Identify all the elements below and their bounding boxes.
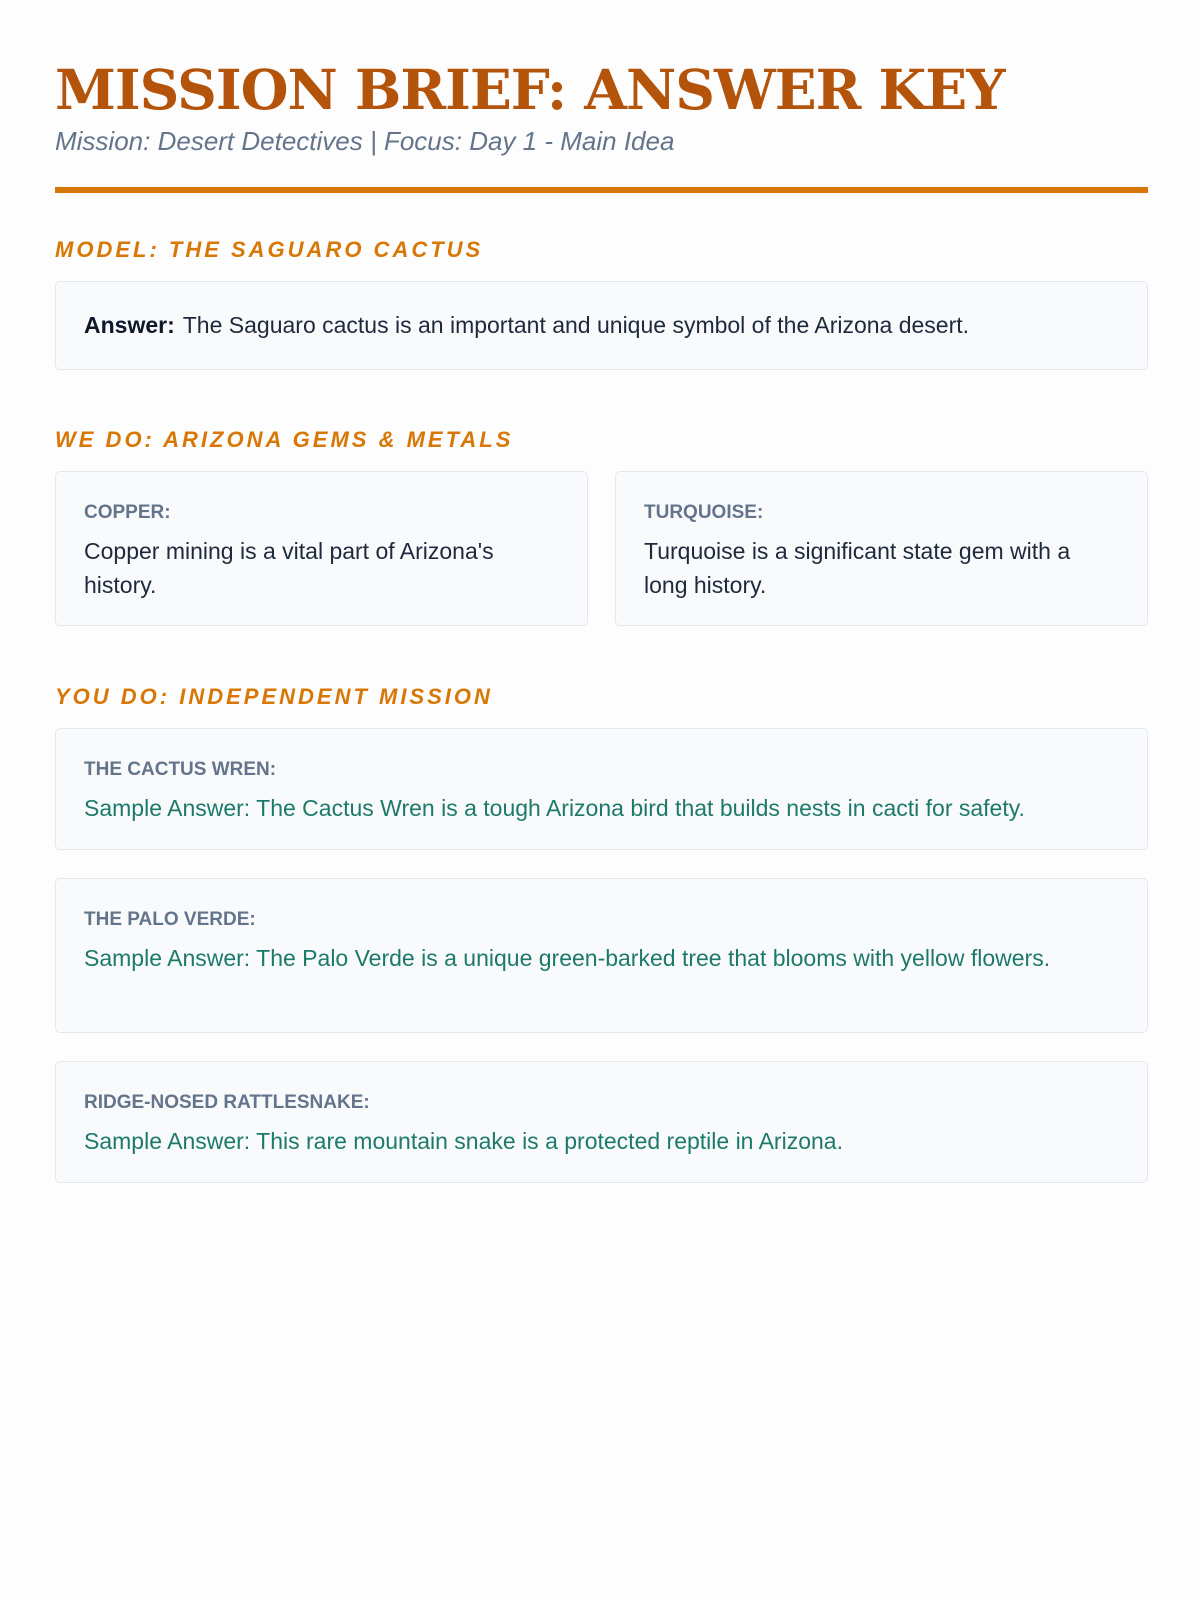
answer-label: Answer:: [84, 312, 175, 338]
rattlesnake-answer: Sample Answer: This rare mountain snake is a protected reptile in Arizona.: [84, 1128, 843, 1154]
cactus-wren-answer: Sample Answer: The Cactus Wren is a tough Arizona bird that builds nests in cacti for safety.: [84, 795, 1025, 821]
you-do-section-heading: YOU DO: INDEPENDENT MISSION: [55, 684, 493, 709]
palo-verde-label: THE PALO VERDE:: [84, 909, 256, 930]
copper-label: COPPER:: [84, 502, 171, 523]
model-section-heading: MODEL: THE SAGUARO CACTUS: [55, 237, 484, 262]
page-title: MISSION BRIEF: ANSWER KEY: [55, 57, 1005, 122]
cactus-wren-card: [55, 728, 1148, 850]
model-answer-card: [55, 281, 1148, 370]
cactus-wren-label: THE CACTUS WREN:: [84, 759, 277, 780]
copper-card: [55, 471, 588, 626]
rattlesnake-label: RIDGE-NOSED RATTLESNAKE:: [84, 1092, 370, 1113]
header-divider: [55, 187, 1148, 193]
answer-text: The Saguaro cactus is an important and unique symbol of the Arizona desert.: [182, 312, 970, 338]
turquoise-label: TURQUOISE:: [644, 502, 764, 523]
turquoise-card: [615, 471, 1148, 626]
palo-verde-card: [55, 878, 1148, 1033]
palo-verde-answer: Sample Answer: The Palo Verde is a unique green-barked tree that blooms with yellow flowers.: [84, 945, 1051, 971]
copper-text: Copper mining is a vital part of Arizona's history.: [84, 538, 494, 598]
rattlesnake-card: [55, 1061, 1148, 1183]
we-do-section-heading: WE DO: ARIZONA GEMS & METALS: [55, 427, 514, 452]
turquoise-text: Turquoise is a significant state gem with a long history.: [644, 538, 1071, 598]
page-subtitle: Mission: Desert Detectives | Focus: Day 1 - Main Idea: [55, 126, 675, 156]
